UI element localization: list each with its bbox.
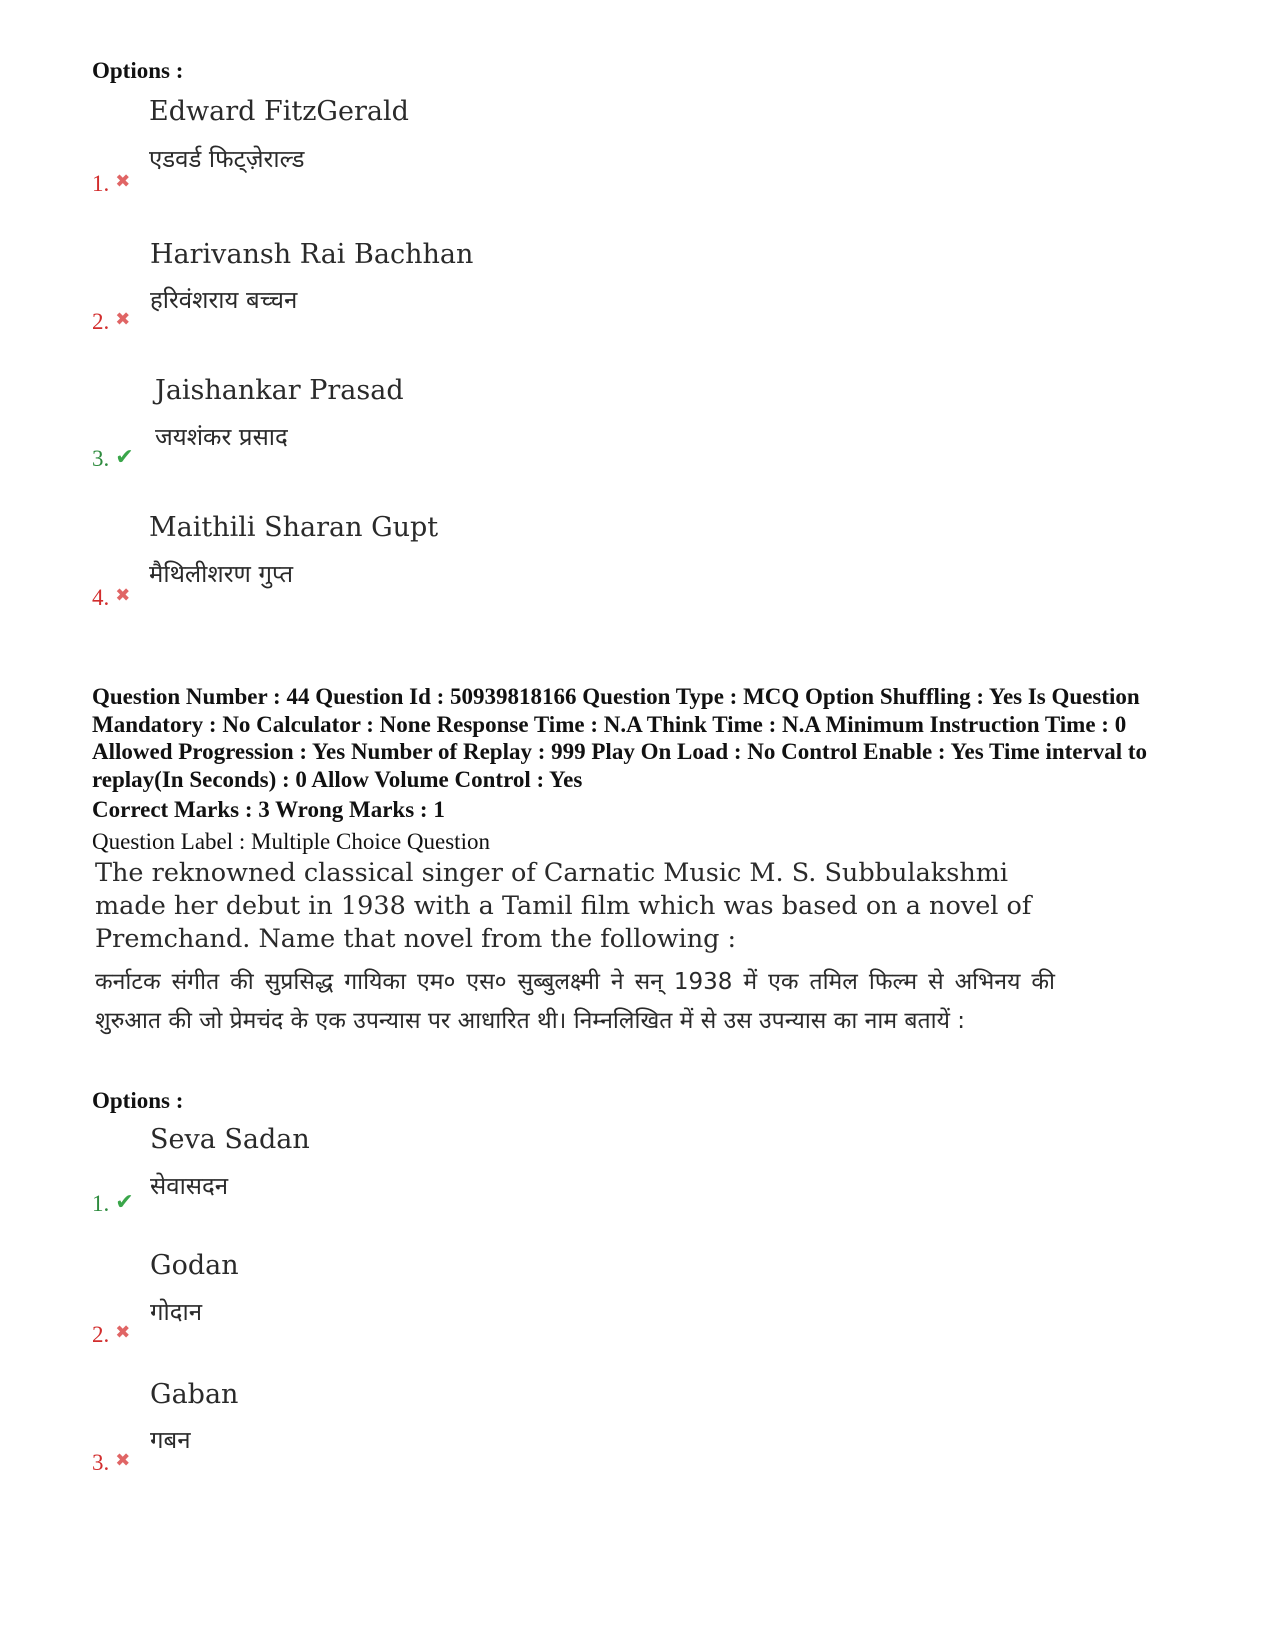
option-english: Jaishankar Prasad (155, 375, 404, 406)
option-number: 1. ✖ (92, 171, 131, 196)
option-number: 2. ✖ (92, 309, 131, 334)
option-number: 4. ✖ (92, 585, 131, 610)
options-heading: Options : (92, 58, 184, 83)
option-number: 2. ✖ (92, 1322, 131, 1347)
cross-icon: ✖ (115, 171, 131, 192)
cross-icon: ✖ (115, 1450, 131, 1471)
option-hindi: जयशंकर प्रसाद (155, 423, 288, 451)
option-hindi: गोदान (150, 1298, 203, 1326)
check-icon: ✔ (115, 1190, 134, 1215)
option-english: Godan (150, 1250, 239, 1281)
option-english: Seva Sadan (150, 1124, 310, 1155)
cross-icon: ✖ (115, 585, 131, 606)
option-english: Gaban (150, 1379, 239, 1410)
question-marks: Correct Marks : 3 Wrong Marks : 1 (92, 797, 445, 822)
option-hindi: हरिवंशराय बच्चन (150, 286, 298, 314)
option-english: Edward FitzGerald (149, 96, 409, 127)
option-english: Harivansh Rai Bachhan (150, 239, 474, 270)
question-label: Question Label : Multiple Choice Question (92, 829, 490, 854)
question-text-english: The reknowned classical singer of Carnatic Music M. S. Subbulakshmi made her debut in 1938 with a Tamil film which was based on a novel of Premchand. Name that novel from the following : (95, 858, 1032, 954)
check-icon: ✔ (115, 445, 134, 470)
option-english: Maithili Sharan Gupt (149, 512, 439, 543)
option-hindi: गबन (150, 1426, 191, 1454)
option-number: 3. ✔ (92, 445, 134, 471)
option-hindi: एडवर्ड फिट्ज़ेराल्ड (149, 145, 305, 173)
option-hindi: सेवासदन (150, 1172, 229, 1200)
question-meta: Question Number : 44 Question Id : 50939818166 Question Type : MCQ Option Shuffling : Yes Is Question Mandatory : No Calculator : None Response Time : N.A Think Time : N.A Minimum Instruction Time : 0 Allowed Progression : Yes Number of Replay : 999 Play On Load : No Control Enable : Yes Time interval to replay(In Seconds) : 0 Allow Volume Control : Yes (92, 684, 1148, 792)
option-number: 3. ✖ (92, 1450, 131, 1475)
question-text-hindi: कर्नाटक संगीत की सुप्रसिद्ध गायिका एम० एस० सुब्बुलक्ष्मी ने सन् 1938 में एक तमिल फिल्म से अभिनय की शुरुआत की जो प्रेमचंद के एक उपन्यास पर आधारित थी। निम्नलिखित में से उस उपन्यास का नाम बतायें : (95, 969, 1055, 1034)
cross-icon: ✖ (115, 1322, 131, 1343)
option-hindi: मैथिलीशरण गुप्त (149, 560, 294, 588)
options-heading: Options : (92, 1088, 184, 1113)
cross-icon: ✖ (115, 309, 131, 330)
option-number: 1. ✔ (92, 1190, 134, 1216)
